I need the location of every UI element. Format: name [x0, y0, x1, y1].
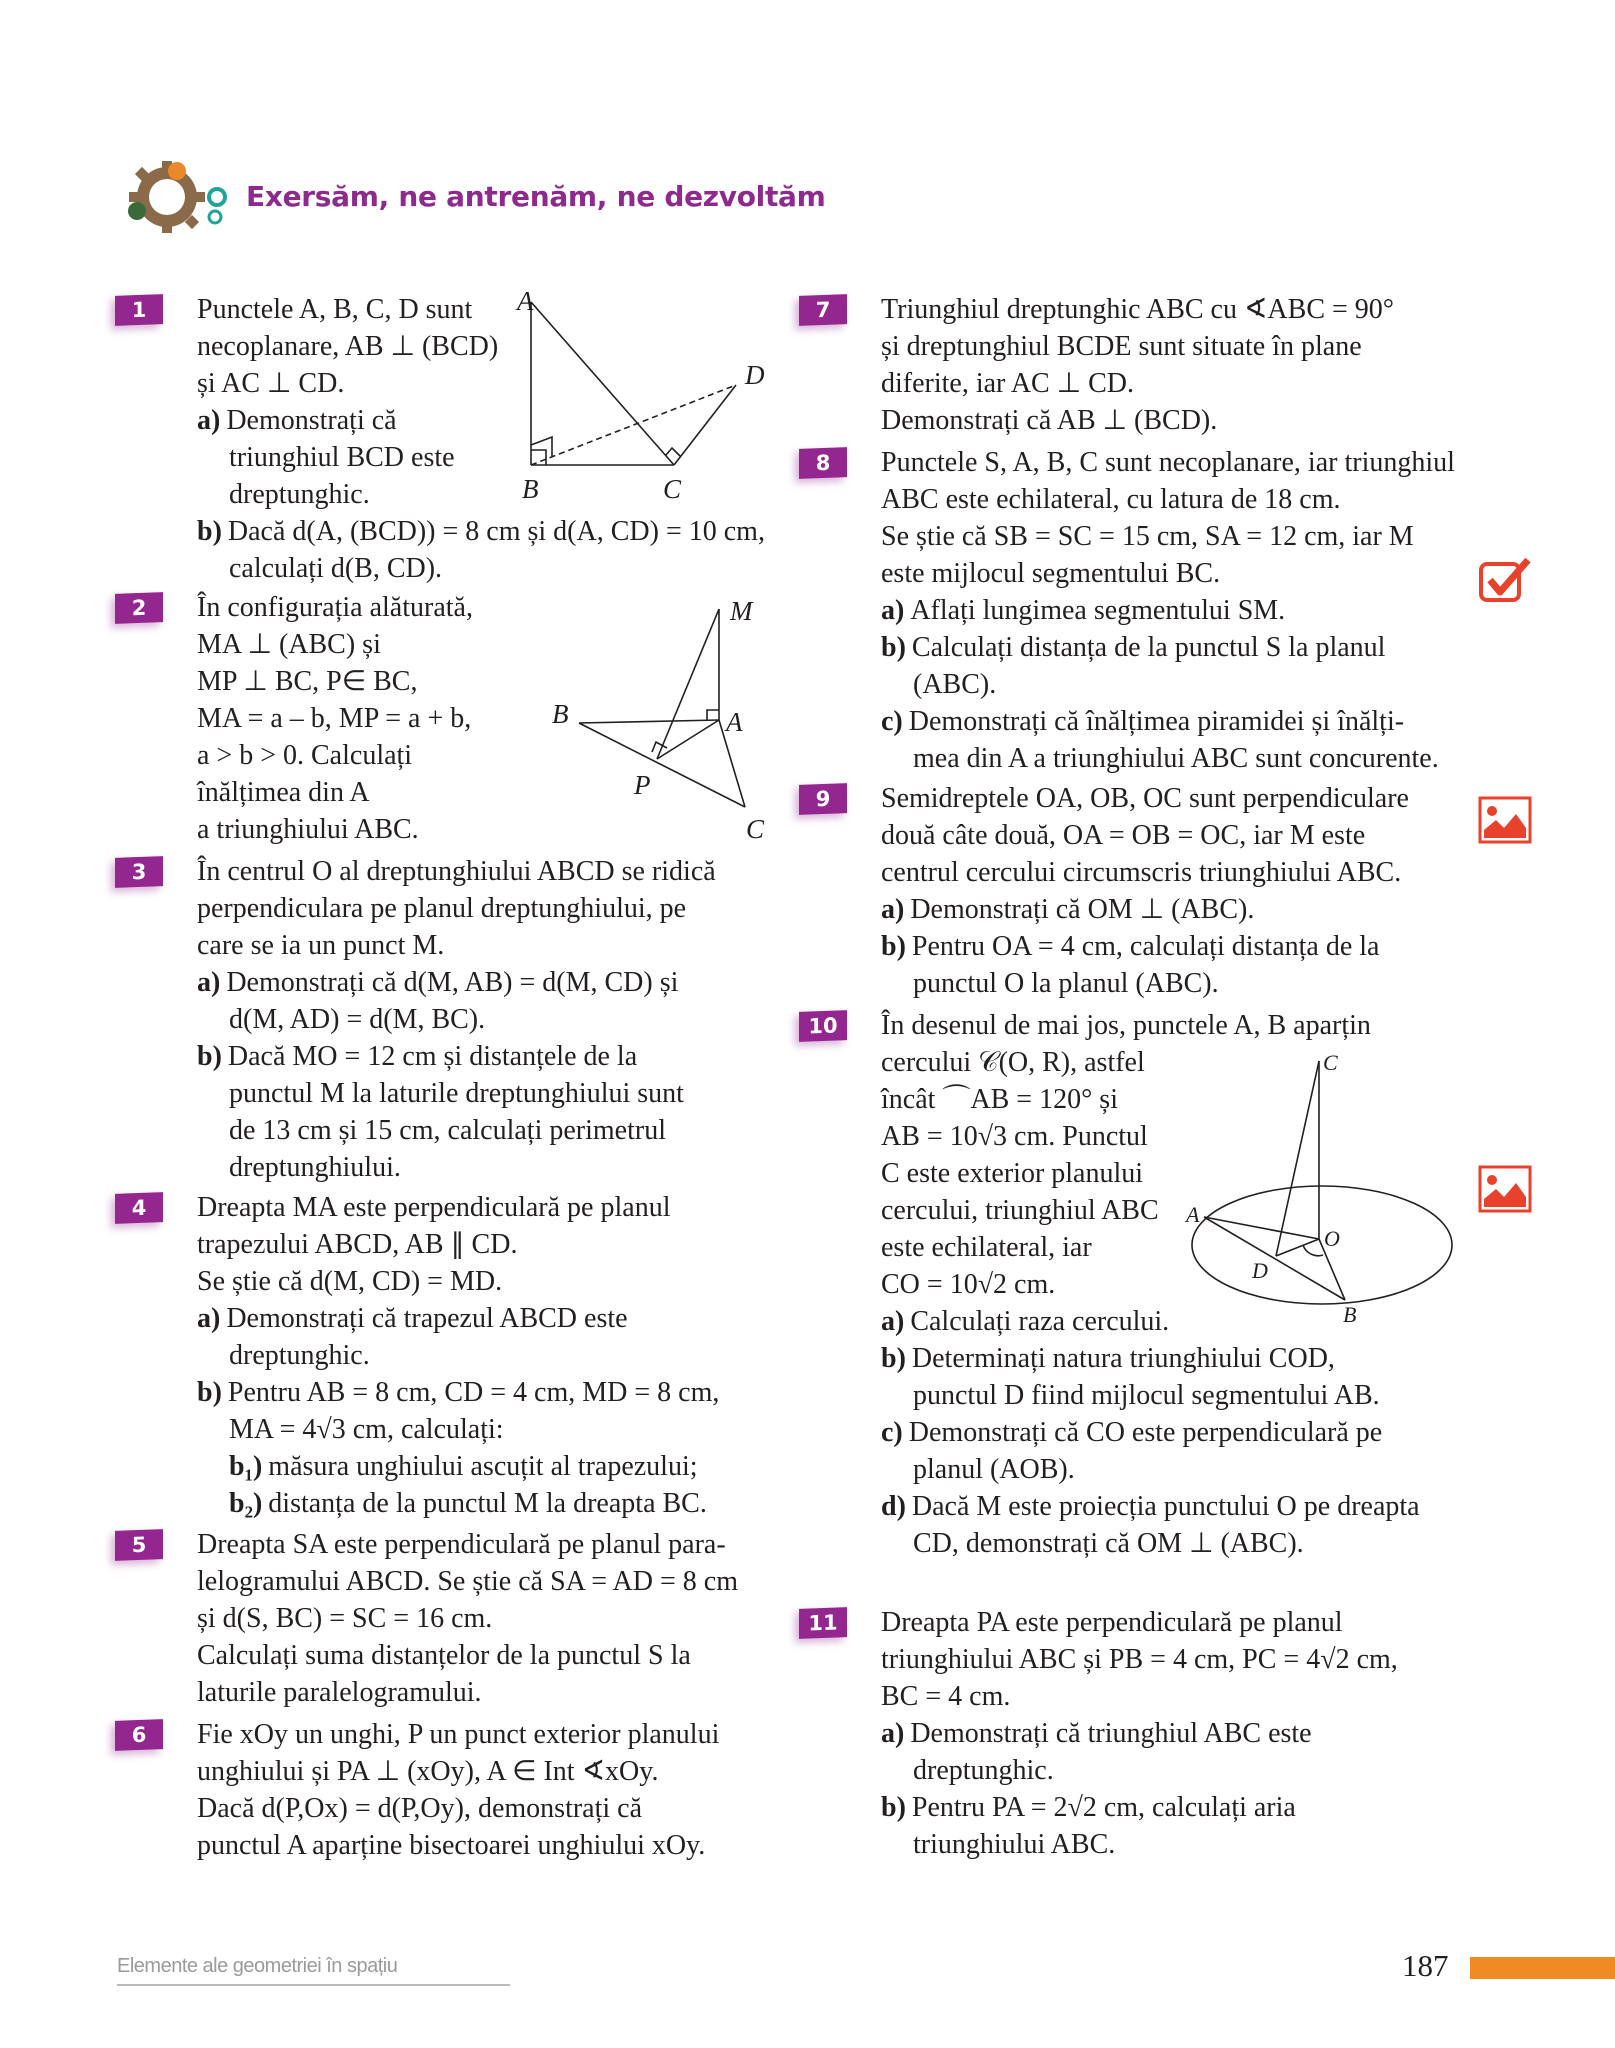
line-text: Demonstrați că trapezul ABCD este: [226, 1303, 628, 1334]
line-text: Demonstrați că triunghiul ABC este: [910, 1718, 1312, 1749]
line-text: măsura unghiului ascuțit al trapezului;: [268, 1451, 698, 1482]
exercise-text-line: [881, 1044, 1420, 1081]
line-text: În configurația alăturată,: [197, 592, 473, 623]
footer-chapter-title: Elemente ale geometriei în spațiu: [117, 1955, 398, 1977]
exercise-text-line: [881, 1155, 1420, 1192]
subpoint-label: b): [197, 1377, 222, 1408]
line-text: Se știe că d(M, CD) = MD.: [197, 1266, 503, 1297]
exercise-text-line: [197, 811, 473, 848]
exercise-text-line: [197, 1563, 738, 1600]
line-text: Calculați suma distanțelor de la punctul S la: [197, 1640, 691, 1671]
exercise-number-badge: 5: [115, 1529, 163, 1561]
label-A: A: [1186, 1202, 1200, 1227]
line-text: calculați d(B, CD).: [229, 553, 443, 584]
line-text: dreptunghic.: [913, 1755, 1054, 1786]
subpoint-label: a): [881, 595, 905, 626]
exercise-text-line: [197, 1600, 738, 1637]
line-text: Dreapta PA este perpendiculară pe planul: [881, 1607, 1343, 1638]
line-text: Pentru AB = 8 cm, CD = 4 cm, MD = 8 cm,: [227, 1377, 720, 1408]
line-text: și d(S, BC) = SC = 16 cm.: [197, 1603, 493, 1634]
line-text: triunghiul BCD este: [229, 442, 455, 473]
exercise-number-badge: 9: [799, 783, 847, 815]
exercise-text-line: [197, 1300, 719, 1337]
line-text: În centrul O al dreptunghiului ABCD se ridică: [197, 856, 716, 887]
subpoint-label: a): [197, 1303, 221, 1334]
line-text: încât ⌒AB = 120° și: [881, 1084, 1118, 1115]
line-text: Dacă d(P,Ox) = d(P,Oy), demonstrați că: [197, 1793, 643, 1824]
line-text: MA ⊥ (ABC) și: [197, 629, 381, 660]
line-text: MA = a – b, MP = a + b,: [197, 703, 472, 734]
line-text: punctul M la laturile dreptunghiului sunt: [229, 1078, 684, 1109]
exercise-text-line: [881, 854, 1409, 891]
line-text: lelogramului ABCD. Se știe că SA = AD = 8 cm: [197, 1566, 738, 1597]
exercise-text-line: [197, 1753, 719, 1790]
exercise-text-line: [197, 964, 716, 1001]
exercise-number-badge: 8: [799, 447, 847, 479]
line-text: punctul A aparține bisectoarei unghiului xOy.: [197, 1830, 706, 1861]
line-text: înălțimea din A: [197, 777, 370, 808]
image-icon: [1478, 796, 1532, 844]
line-text: Demonstrați că AB ⊥ (BCD).: [881, 405, 1218, 436]
exercise-text-line: [881, 328, 1394, 365]
line-text: Dacă M este proiecția punctului O pe dreapta: [911, 1491, 1420, 1522]
exercise-text-line: [197, 1374, 719, 1411]
exercise-text-line: [197, 439, 765, 476]
label-D: D: [745, 360, 765, 390]
line-text: punctul D fiind mijlocul segmentului AB.: [913, 1380, 1380, 1411]
line-text: (ABC).: [913, 669, 997, 700]
line-text: În desenul de mai jos, punctele A, B aparțin: [881, 1010, 1371, 1041]
exercise-text-line: [197, 1411, 719, 1448]
exercise-text-line: [197, 1149, 716, 1186]
exercise-text-line: [881, 703, 1455, 740]
line-text: Punctele A, B, C, D sunt: [197, 294, 473, 325]
line-text: a > b > 0. Calculați: [197, 740, 413, 771]
footer-divider: [117, 1984, 510, 1986]
exercise-text-line: [197, 853, 716, 890]
exercise-text-line: [197, 927, 716, 964]
subpoint-label: b): [881, 1343, 906, 1374]
subpoint-label: c): [881, 1417, 903, 1448]
exercise-text-line: [197, 1827, 719, 1864]
exercise-text-line: [197, 626, 473, 663]
line-text: Triunghiul dreptunghic ABC cu ∢ABC = 90°: [881, 294, 1394, 325]
subpoint-label: a): [197, 967, 221, 998]
line-text: MP ⊥ BC, P∈ BC,: [197, 666, 418, 697]
exercise-text-line: [881, 402, 1394, 439]
page-accent-bar: [1470, 1957, 1615, 1979]
line-text: centrul cercului circumscris triunghiului ABC.: [881, 857, 1402, 888]
exercise-number-badge: 3: [115, 856, 163, 888]
line-text: distanța de la punctul M la dreapta BC.: [268, 1488, 707, 1519]
line-text: dreptunghiului.: [229, 1152, 401, 1183]
subpoint-label: a): [197, 405, 221, 436]
line-text: Se știe că SB = SC = 15 cm, SA = 12 cm, iar M: [881, 521, 1414, 552]
line-text: triunghiului ABC și PB = 4 cm, PC = 4√2 cm,: [881, 1644, 1398, 1675]
exercise-text-line: [881, 891, 1409, 928]
exercise-text-line: [197, 1637, 738, 1674]
exercise-text-line: [881, 1789, 1398, 1826]
exercise-text-line: [197, 700, 473, 737]
exercise-text-line: [881, 1377, 1420, 1414]
exercise-number-badge: 2: [115, 592, 163, 624]
exercise-text-line: [197, 1790, 719, 1827]
line-text: Demonstrați că CO este perpendiculară pe: [908, 1417, 1383, 1448]
diagram-ex2: [579, 609, 745, 807]
image-icon: [1478, 1165, 1532, 1213]
line-text: necoplanare, AB ⊥ (BCD): [197, 331, 499, 362]
line-text: CD, demonstrați că OM ⊥ (ABC).: [913, 1528, 1304, 1559]
exercise-text-line: [881, 291, 1394, 328]
exercise-text-line: [197, 328, 765, 365]
line-text: ABC este echilateral, cu latura de 18 cm.: [881, 484, 1341, 515]
subpoint-label: c): [881, 706, 903, 737]
line-text: C este exterior planului: [881, 1158, 1144, 1189]
label-B: B: [1343, 1302, 1357, 1327]
label-P: P: [634, 770, 651, 800]
exercise-text-line: [197, 1038, 716, 1075]
subpoint-label: b): [881, 931, 906, 962]
line-text: cercului, triunghiul ABC: [881, 1195, 1159, 1226]
line-text: MA = 4√3 cm, calculați:: [229, 1414, 504, 1445]
line-text: Dacă MO = 12 cm și distanțele de la: [227, 1041, 638, 1072]
line-text: diferite, iar AC ⊥ CD.: [881, 368, 1135, 399]
subpoint-label: d): [881, 1491, 906, 1522]
subpoint-label: b₁): [229, 1451, 263, 1482]
line-text: punctul O la planul (ABC).: [913, 968, 1219, 999]
exercise-text-line: [197, 737, 473, 774]
line-text: Dacă d(A, (BCD)) = 8 cm și d(A, CD) = 10 cm,: [227, 516, 765, 547]
exercise-text-line: [197, 365, 765, 402]
line-text: este echilateral, iar: [881, 1232, 1092, 1263]
line-text: care se ia un punct M.: [197, 930, 445, 961]
line-text: dreptunghic.: [229, 479, 370, 510]
line-text: Aflați lungimea segmentului SM.: [910, 595, 1286, 626]
exercise-number-badge: 10: [799, 1010, 847, 1042]
exercise-text-line: [881, 1752, 1398, 1789]
exercise-text-line: [197, 1263, 719, 1300]
line-text: cercului 𝒞(O, R), astfel: [881, 1047, 1145, 1078]
line-text: dreptunghic.: [229, 1340, 370, 1371]
exercise-text-line: [197, 1189, 719, 1226]
exercise-text-line: [197, 1674, 738, 1711]
exercise-text-line: [881, 1118, 1420, 1155]
subpoint-label: b): [197, 516, 222, 547]
subpoint-label: b): [197, 1041, 222, 1072]
exercise-text-line: [881, 629, 1455, 666]
line-text: Dreapta MA este perpendiculară pe planul: [197, 1192, 671, 1223]
exercise-text-line: [197, 1337, 719, 1374]
exercise-text-line: [197, 513, 765, 550]
line-text: laturile paralelogramului.: [197, 1677, 482, 1708]
line-text: Demonstrați că: [226, 405, 397, 436]
exercise-text-line: [881, 1192, 1420, 1229]
exercise-text-line: [197, 1001, 716, 1038]
line-text: Demonstrați că OM ⊥ (ABC).: [910, 894, 1255, 925]
subpoint-label: a): [881, 1718, 905, 1749]
exercise-text-line: [881, 1641, 1398, 1678]
exercise-text-line: [881, 1340, 1420, 1377]
exercise-text-line: [197, 550, 765, 587]
exercise-text-line: [197, 1226, 719, 1263]
subpoint-label: a): [881, 1306, 905, 1337]
line-text: Demonstrați că înălțimea piramidei și înălți-: [908, 706, 1405, 737]
exercise-text-line: [197, 1485, 719, 1522]
exercise-number-badge: 1: [115, 294, 163, 326]
line-text: planul (AOB).: [913, 1454, 1075, 1485]
line-text: trapezului ABCD, AB ∥ CD.: [197, 1229, 518, 1260]
exercise-text-line: [197, 1448, 719, 1485]
line-text: Calculați raza cercului.: [910, 1306, 1170, 1337]
line-text: Pentru PA = 2√2 cm, calculați aria: [911, 1792, 1296, 1823]
exercise-text-line: [881, 1007, 1420, 1044]
line-text: Demonstrați că d(M, AB) = d(M, CD) și: [226, 967, 679, 998]
line-text: și AC ⊥ CD.: [197, 368, 345, 399]
exercise-text-line: [881, 518, 1455, 555]
exercise-number-badge: 6: [115, 1719, 163, 1751]
exercise-text-line: [197, 291, 765, 328]
exercise-text-line: [881, 1715, 1398, 1752]
exercise-text-line: [881, 1488, 1420, 1525]
exercise-text-line: [881, 928, 1409, 965]
line-text: a triunghiului ABC.: [197, 814, 419, 845]
label-A: A: [517, 286, 534, 316]
exercise-text-line: [881, 592, 1455, 629]
exercise-text-line: [881, 1229, 1420, 1266]
exercise-number-badge: 4: [115, 1192, 163, 1224]
line-text: AB = 10√3 cm. Punctul: [881, 1121, 1148, 1152]
line-text: triunghiului ABC.: [913, 1829, 1116, 1860]
gears-team-icon: [115, 155, 235, 235]
checkmark-icon: [1478, 556, 1532, 604]
exercise-number-badge: 7: [799, 294, 847, 326]
line-text: mea din A a triunghiului ABC sunt concurente.: [913, 743, 1439, 774]
line-text: Fie xOy un unghi, P un punct exterior planului: [197, 1719, 720, 1750]
exercise-text-line: [881, 1266, 1420, 1303]
exercise-text-line: [197, 663, 473, 700]
subpoint-label: b): [881, 1792, 906, 1823]
line-text: două câte două, OA = OB = OC, iar M este: [881, 820, 1366, 851]
line-text: Calculați distanța de la punctul S la planul: [911, 632, 1386, 663]
line-text: și dreptunghiul BCDE sunt situate în plane: [881, 331, 1362, 362]
exercise-text-line: [881, 1081, 1420, 1118]
exercise-text-line: [197, 1716, 719, 1753]
line-text: unghiului și PA ⊥ (xOy), A ∈ Int ∢xOy.: [197, 1756, 659, 1787]
label-M: M: [730, 596, 753, 626]
exercise-text-line: [881, 555, 1455, 592]
line-text: Pentru OA = 4 cm, calculați distanța de la: [911, 931, 1380, 962]
exercise-text-line: [881, 1525, 1420, 1562]
label-D: D: [1252, 1258, 1268, 1283]
exercise-text-line: [881, 481, 1455, 518]
line-text: CO = 10√2 cm.: [881, 1269, 1056, 1300]
subpoint-label: a): [881, 894, 905, 925]
line-text: Punctele S, A, B, C sunt necoplanare, iar triunghiul: [881, 447, 1455, 478]
exercise-text-line: [197, 890, 716, 927]
exercise-text-line: [881, 965, 1409, 1002]
exercise-number-badge: 11: [799, 1607, 847, 1639]
exercise-text-line: [881, 1451, 1420, 1488]
line-text: BC = 4 cm.: [881, 1681, 1011, 1712]
exercise-text-line: [197, 774, 473, 811]
exercise-text-line: [881, 1303, 1420, 1340]
exercise-text-line: [197, 476, 765, 513]
line-text: Dreapta SA este perpendiculară pe planul para-: [197, 1529, 726, 1560]
exercise-text-line: [197, 1075, 716, 1112]
label-C: C: [1323, 1050, 1338, 1075]
exercise-text-line: [197, 402, 765, 439]
page-number: 187: [1402, 1948, 1449, 1983]
exercise-text-line: [881, 444, 1455, 481]
label-C: C: [663, 474, 682, 504]
exercise-text-line: [881, 365, 1394, 402]
exercise-text-line: [881, 666, 1455, 703]
exercise-text-line: [881, 780, 1409, 817]
line-text: perpendiculara pe planul dreptunghiului, pe: [197, 893, 687, 924]
label-C: C: [746, 814, 765, 844]
subpoint-label: b): [881, 632, 906, 663]
exercise-text-line: [881, 1604, 1398, 1641]
label-B: B: [552, 699, 569, 729]
line-text: Semidreptele OA, OB, OC sunt perpendiculare: [881, 783, 1409, 814]
line-text: de 13 cm și 15 cm, calculați perimetrul: [229, 1115, 666, 1146]
line-text: Determinați natura triunghiului COD,: [911, 1343, 1335, 1374]
label-B: B: [522, 474, 539, 504]
label-O: O: [1324, 1226, 1340, 1251]
section-title: Exersăm, ne antrenăm, ne dezvoltăm: [246, 180, 826, 213]
exercise-text-line: [197, 1526, 738, 1563]
exercise-text-line: [197, 1112, 716, 1149]
exercise-text-line: [881, 740, 1455, 777]
exercise-text-line: [197, 589, 473, 626]
label-A: A: [726, 707, 743, 737]
line-text: d(M, AD) = d(M, BC).: [229, 1004, 486, 1035]
exercise-text-line: [881, 817, 1409, 854]
line-text: este mijlocul segmentului BC.: [881, 558, 1221, 589]
exercise-text-line: [881, 1414, 1420, 1451]
subpoint-label: b₂): [229, 1488, 263, 1519]
exercise-text-line: [881, 1678, 1398, 1715]
exercise-text-line: [881, 1826, 1398, 1863]
